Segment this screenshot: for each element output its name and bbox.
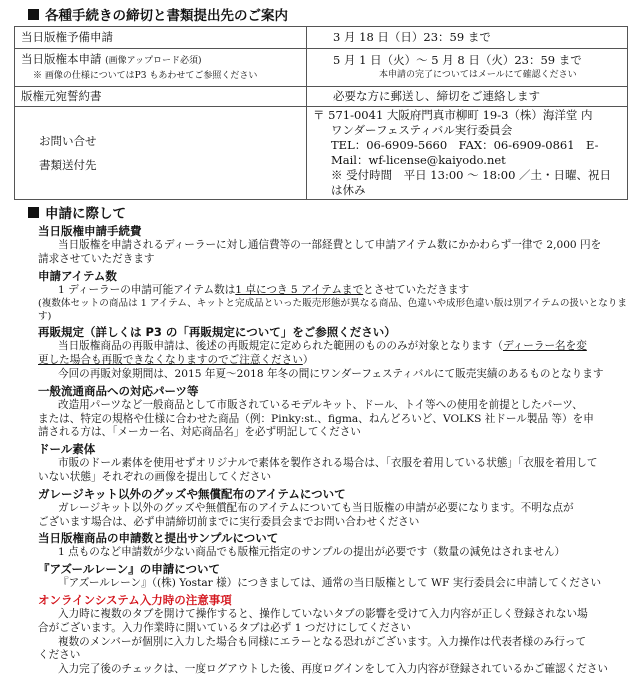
text-run: 当日版権商品の再販申請は、後述の再販規定に定められた範囲のもののみが対象となります（ (58, 340, 503, 353)
section-heading: 『アズールレーン』の申請について (38, 562, 220, 577)
section-line: または、特定の規格や仕様に合わせた商品（例：Pinky:st.、figma、ねんどろいど、VOLKS 社ドール製品 等）を申 (38, 412, 594, 425)
row-label: 当日版権予備申請 (15, 27, 307, 49)
square-bullet-icon (28, 9, 39, 20)
underlined-text: 更した場合も再販できなくなりますのでご注意ください (38, 354, 303, 367)
section-line: (複数体セットの商品は 1 アイテム、キットと完成品といった販売形態が異なる商品、色違いや成形色違い版は別アイテムの扱いとなります) (38, 298, 627, 323)
section-heading: 申請アイテム数 (38, 268, 117, 283)
row-value (307, 87, 628, 107)
section-line: 請される方は、「メーカー名、対応商品名」を必ず明記してください (38, 426, 361, 439)
row-value-text: 必要な方に郵送し、締切をご連絡します (333, 89, 540, 103)
contact-label-address: 書類送付先 (39, 158, 97, 172)
row-value (307, 49, 628, 87)
section-title-application (28, 202, 628, 222)
table-row (15, 107, 628, 200)
section-line: 複数のメンバーが個別に入力した場合も同様にエラーとなる恐れがございます。入力操作は代表者様のみ行って (58, 635, 587, 648)
contact-org: ワンダーフェスティバル実行委員会 (331, 123, 513, 137)
row-value-text: 5 月 1 日（火）～ 5 月 8 日（火）23：59 まで (333, 52, 582, 67)
section-line: 市販のドール素体を使用せずオリジナルで素体を製作される場合は、「衣服を着用している状態」「衣服を着用して (58, 457, 598, 470)
section-heading: 当日版権商品の申請数と提出サンプルについて (38, 531, 279, 546)
square-bullet-icon (28, 207, 39, 218)
section-line: 合がございます。入力作業時に開いているタブは必ず 1 つだけにしてください (38, 621, 411, 634)
section-line: 入力完了後のチェックは、一度ログアウトした後、再度ログインをして入力内容が登録されているかご確認ください (58, 663, 609, 676)
contact-details (307, 107, 628, 200)
section-line: 1 点ものなど申請数が少ない商品でも版権元指定のサンプルの提出が必要です（数量の減免はされません） (58, 546, 566, 559)
underlined-text: 1 卓につき 5 アイテムまで (235, 283, 364, 296)
table-row (15, 87, 628, 107)
section-heading: ガレージキット以外のグッズや無償配布のアイテムについて (38, 486, 346, 501)
section-line (38, 284, 628, 298)
row-label-note: (画像アップロード必須) (105, 55, 202, 66)
section-line: 改造用パーツなど一般商品として市販されているモデルキット、ドール、トイ等への使用を前提としたパーツ、 (58, 398, 583, 411)
section-heading: 当日版権申請手続費 (38, 224, 142, 238)
section-title-deadlines (28, 4, 628, 24)
text-run: とさせていただきます (363, 283, 470, 296)
section-line: 今回の再販対象期間は、2015 年夏～2018 年冬の間にワンダーフェスティバルにて販売実績のあるものとなります (58, 367, 604, 380)
text-run: ） (302, 354, 314, 367)
section-heading: ドール素体 (38, 442, 96, 457)
section-line: ございます場合は、必ず申請締切前までに実行委員会までお問い合わせください (38, 515, 420, 528)
title-text: 各種手続きの締切と書類提出先のご案内 (45, 8, 288, 24)
section-line: 当日版権を申請されるディーラーに対し通信費等の一部経費として申請アイテム数にかかわらず一律で 2,000 円を (58, 239, 602, 251)
row-value-text: 3 月 18 日（日）23：59 まで (333, 30, 491, 44)
row-label: 版権元宛誓約書 (15, 87, 307, 107)
deadline-table (14, 26, 628, 200)
section-line: ガレージキット以外のグッズや無償配布のアイテムについても当日版権の申請が必要になります。不明な点が (58, 501, 574, 514)
section-heading: 一般流通商品への対応パーツ等 (38, 383, 199, 398)
contact-label-inquiry: お問い合せ (39, 134, 97, 148)
text-run: 1 ディーラーの申請可能アイテム数は (58, 283, 236, 296)
table-row (15, 49, 628, 87)
contact-address: 〒 571-0041 大阪府門真市柳町 19-3（株）海洋堂 内 (313, 108, 593, 122)
row-label-text: 当日版権本申請 (21, 51, 102, 66)
section-line: 入力時に複数のタブを開けて操作すると、操作していないタブの影響を受けて入力内容が正しく登録されない場 (58, 607, 588, 620)
row-value-note: 本申請の完了についてはメールにて確認ください (379, 69, 577, 80)
section-heading-warning: オンラインシステム入力時の注意事項 (38, 592, 232, 607)
contact-tel: TEL：06-6909-5660 FAX：06-6909-0861 E-Mail：wf-license@kaiyodo.net (331, 138, 599, 167)
section-line: ください (38, 649, 81, 662)
table-row (15, 27, 628, 49)
row-value (307, 27, 628, 49)
section-heading: 再販規定（詳しくは P3 の「再販規定について」をご参照ください） (38, 325, 396, 340)
section-line (38, 340, 628, 354)
title2-text: 申請に際して (45, 206, 126, 222)
row-label (15, 49, 307, 87)
underlined-text: ディーラー名を変 (502, 340, 587, 353)
section-line: 請求させていただきます (38, 252, 155, 265)
contact-labels (15, 107, 307, 200)
section-line (38, 354, 628, 368)
section-list (38, 224, 628, 677)
section-line: いない状態」それぞれの画像を提出してください (38, 470, 272, 483)
contact-hours: ※ 受付時間 平日 13:00 ～ 18:00 ／土・日曜、祝日は休み (331, 168, 612, 197)
row-label-sub: ※ 画像の仕様についてはP3 もあわせてご参照ください (33, 70, 258, 81)
section-line: 『アズールレーン』（(株) Yostar 様）につきましては、通常の当日版権として WF 実行委員会に申請してください (58, 577, 602, 590)
